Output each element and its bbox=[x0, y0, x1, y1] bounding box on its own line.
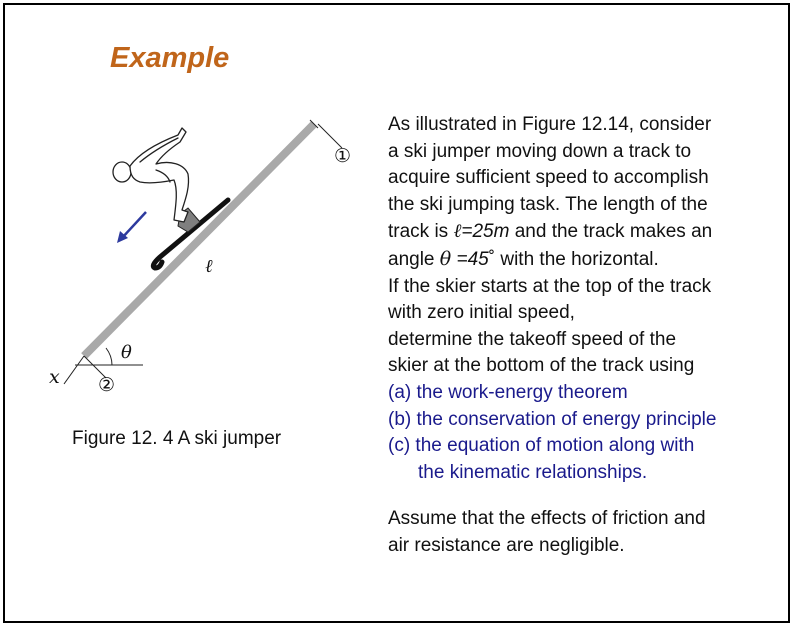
track-line-pre: track is bbox=[388, 221, 454, 243]
option-c: (c) the equation of motion along with bbox=[388, 435, 695, 457]
label-point-2: ② bbox=[98, 374, 116, 396]
angle-line bbox=[388, 246, 788, 274]
angle-line-post: with the horizontal. bbox=[495, 248, 659, 270]
intro-line: acquire sufficient speed to accomplish bbox=[388, 167, 709, 189]
angle-value: =45 bbox=[451, 248, 489, 270]
skier-figure bbox=[113, 128, 189, 222]
x-axis-line bbox=[64, 356, 84, 384]
assumption-line: air resistance are negligible. bbox=[388, 534, 625, 556]
label-length: ℓ bbox=[205, 256, 213, 277]
figure-caption: Figure 12. 4 A ski jumper bbox=[72, 428, 282, 449]
spacer bbox=[388, 486, 788, 506]
track-length-value: =25m bbox=[461, 221, 510, 243]
setup-line: skier at the bottom of the track using bbox=[388, 355, 695, 377]
angle-line-pre: angle bbox=[388, 248, 440, 270]
setup-line: determine the takeoff speed of the bbox=[388, 328, 677, 350]
slide-title: Example bbox=[110, 42, 230, 74]
label-axis-x: x bbox=[49, 366, 60, 388]
motion-arrow bbox=[122, 212, 146, 238]
option-c-continuation: the kinematic relationships. bbox=[418, 461, 648, 483]
intro-line: As illustrated in Figure 12.14, consider bbox=[388, 114, 712, 135]
track-line-post: and the track makes an bbox=[509, 221, 713, 243]
intro-line: a ski jumper moving down a track to bbox=[388, 140, 692, 162]
ski bbox=[153, 200, 228, 268]
intro-line: the ski jumping task. The length of the bbox=[388, 193, 708, 215]
assumption-line: Assume that the effects of friction and bbox=[388, 508, 706, 530]
setup-line: with zero initial speed, bbox=[388, 302, 575, 324]
angle-arc bbox=[106, 348, 112, 365]
angle-symbol: θ bbox=[439, 247, 452, 270]
degree-symbol: ˚ bbox=[488, 248, 496, 270]
track-length-line bbox=[388, 218, 788, 246]
option-b: (b) the conservation of energy principle bbox=[388, 408, 717, 430]
track-length-symbol: ℓ bbox=[453, 220, 462, 243]
setup-line: If the skier starts at the top of the track bbox=[388, 275, 712, 297]
label-point-1: ① bbox=[334, 145, 352, 167]
problem-text bbox=[388, 112, 788, 560]
label-angle: θ bbox=[121, 342, 132, 363]
option-a: (a) the work-energy theorem bbox=[388, 381, 628, 403]
